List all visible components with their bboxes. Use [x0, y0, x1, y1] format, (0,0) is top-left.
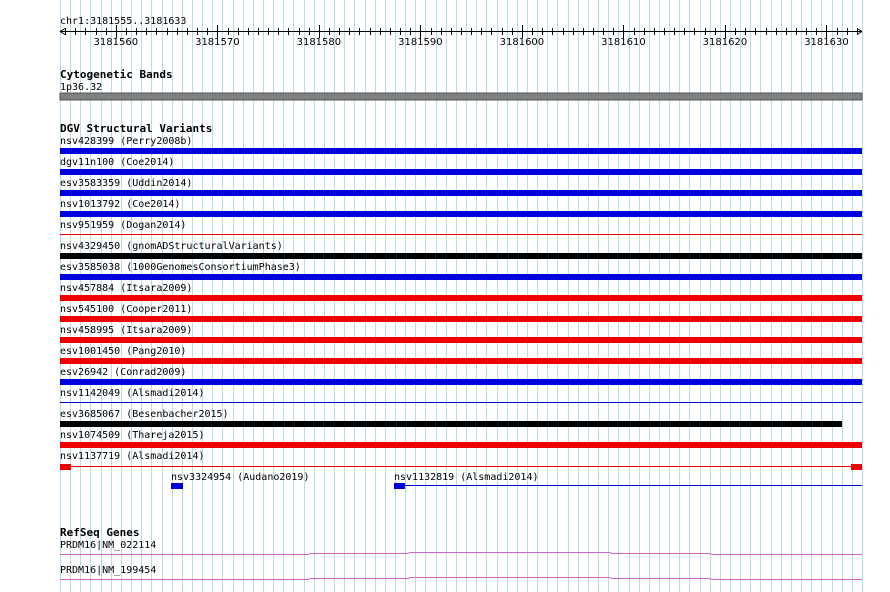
- dgv-feature-bar[interactable]: [60, 358, 862, 364]
- ruler-tick-label: 3181590: [398, 37, 443, 48]
- dgv-feature-bar[interactable]: [60, 379, 862, 385]
- dgv-feature-label: nsv1074509 (Thareja2015): [60, 430, 205, 441]
- cytoband-track-title[interactable]: Cytogenetic Bands: [60, 68, 173, 81]
- ruler[interactable]: [60, 25, 862, 48]
- dgv-feature[interactable]: [60, 388, 862, 403]
- dgv-feature-exon[interactable]: [851, 464, 862, 470]
- dgv-feature[interactable]: [60, 304, 862, 322]
- dgv-feature[interactable]: [60, 178, 862, 196]
- refseq-track-title[interactable]: RefSeq Genes: [60, 526, 140, 539]
- ruler-tick-label: 3181560: [93, 37, 139, 48]
- cytoband-bar[interactable]: [60, 93, 862, 100]
- dgv-feature-label: nsv4329450 (gnomADStructuralVariants): [60, 241, 283, 252]
- dgv-feature[interactable]: [60, 346, 862, 364]
- dgv-feature[interactable]: [60, 262, 862, 280]
- dgv-feature-label: dgv11n100 (Coe2014): [60, 157, 175, 168]
- refseq-transcript[interactable]: [60, 565, 862, 580]
- dgv-feature-label: nsv1142049 (Alsmadi2014): [60, 388, 205, 399]
- ruler-tick-label: 3181600: [499, 37, 545, 48]
- dgv-feature-block[interactable]: [394, 483, 405, 489]
- dgv-feature-exon[interactable]: [60, 464, 71, 470]
- dgv-feature-bar[interactable]: [60, 316, 862, 322]
- dgv-feature-label: esv1001450 (Pang2010): [60, 346, 187, 357]
- dgv-feature[interactable]: [60, 451, 862, 470]
- dgv-feature-bar[interactable]: [60, 274, 862, 280]
- dgv-feature-label: nsv1013792 (Coe2014): [60, 199, 181, 210]
- dgv-feature[interactable]: [60, 367, 862, 385]
- refseq-intron-line[interactable]: [60, 553, 862, 555]
- dgv-feature-label: nsv545100 (Cooper2011): [60, 304, 193, 315]
- dgv-feature-label: nsv1132819 (Alsmadi2014): [394, 472, 539, 483]
- dgv-feature-bar[interactable]: [60, 421, 842, 427]
- ruler-region-label: chr1:3181555..3181633: [60, 16, 187, 27]
- dgv-feature[interactable]: [60, 283, 862, 301]
- dgv-features: [60, 136, 862, 489]
- dgv-feature[interactable]: [60, 220, 862, 235]
- ruler-tick-label: 3181620: [702, 37, 748, 48]
- dgv-feature-label: esv3585038 (1000GenomesConsortiumPhase3): [60, 262, 301, 273]
- ruler-tick-label: 3181630: [804, 37, 849, 48]
- refseq-transcript-label: PRDM16|NM_199454: [60, 565, 157, 576]
- refseq-transcript-label: PRDM16|NM_022114: [60, 540, 157, 551]
- dgv-feature[interactable]: [60, 136, 862, 154]
- dgv-feature[interactable]: [60, 241, 862, 259]
- dgv-feature-bar[interactable]: [60, 211, 862, 217]
- cytoband-label: 1p36.32: [60, 82, 103, 93]
- dgv-feature-label: esv3583359 (Uddin2014): [60, 178, 193, 189]
- dgv-feature-label: nsv951959 (Dogan2014): [60, 220, 187, 231]
- dgv-feature-bar[interactable]: [60, 253, 862, 259]
- dgv-feature[interactable]: [60, 157, 862, 175]
- dgv-feature[interactable]: [60, 325, 862, 343]
- dgv-feature-bar[interactable]: [60, 442, 862, 448]
- dgv-feature-bar[interactable]: [60, 169, 862, 175]
- dgv-feature-label: nsv3324954 (Audano2019): [171, 472, 310, 483]
- dgv-feature-bar[interactable]: [60, 190, 862, 196]
- dgv-feature-label: nsv1137719 (Alsmadi2014): [60, 451, 205, 462]
- dgv-feature-bar[interactable]: [60, 148, 862, 154]
- refseq-genes: [60, 540, 862, 580]
- ruler-tick-label: 3181610: [601, 37, 646, 48]
- dgv-track-title[interactable]: DGV Structural Variants: [60, 122, 213, 135]
- ruler-tick-label: 3181580: [296, 37, 342, 48]
- dgv-feature-bar[interactable]: [60, 337, 862, 343]
- dgv-feature-label: nsv457884 (Itsara2009): [60, 283, 193, 294]
- dgv-feature-label: nsv458995 (Itsara2009): [60, 325, 193, 336]
- ruler-tick-label: 3181570: [195, 37, 240, 48]
- dgv-feature-label: esv26942 (Conrad2009): [60, 367, 187, 378]
- dgv-feature-small[interactable]: [171, 472, 309, 489]
- dgv-feature[interactable]: [60, 409, 842, 427]
- refseq-intron-line[interactable]: [60, 578, 862, 580]
- dgv-feature-label: nsv428399 (Perry2008b): [60, 136, 193, 147]
- dgv-feature[interactable]: [60, 430, 862, 448]
- dgv-feature-label: esv3685067 (Besenbacher2015): [60, 409, 229, 420]
- dgv-feature[interactable]: [60, 199, 862, 217]
- dgv-feature-block[interactable]: [171, 483, 183, 489]
- dgv-feature-bar[interactable]: [60, 295, 862, 301]
- refseq-transcript[interactable]: [60, 540, 862, 555]
